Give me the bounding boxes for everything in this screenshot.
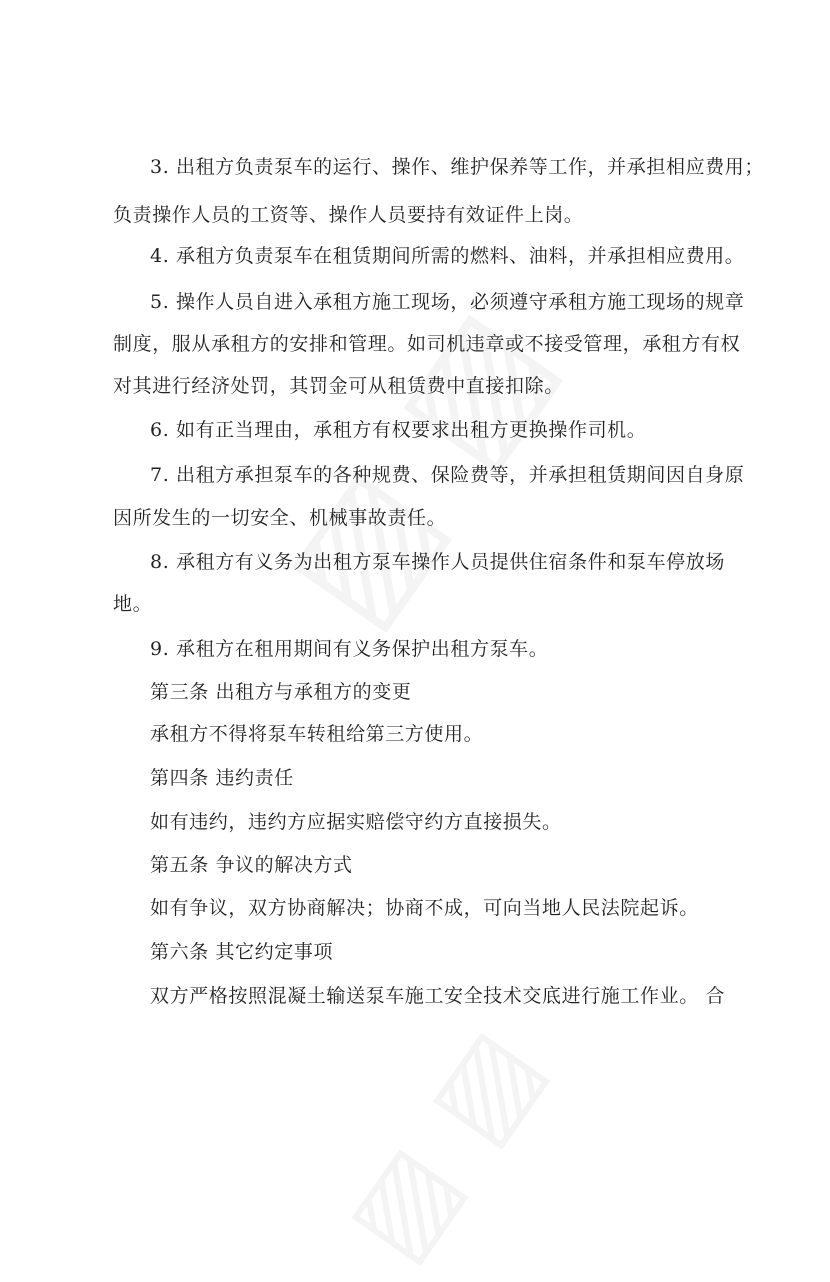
paragraph-line: 承租方不得将泵车转租给第三方使用。 [150,723,484,745]
paragraph-line: 9. 承租方在租用期间有义务保护出租方泵车。 [150,638,549,660]
paragraph-line: 如有争议，双方协商解决；协商不成，可向当地人民法院起诉。 [150,897,699,919]
paragraph-line: 5. 操作人员自进入承租方施工现场，必须遵守承租方施工现场的规章 [150,291,745,313]
section-heading: 第五条 争议的解决方式 [150,854,353,876]
section-heading: 第三条 出租方与承租方的变更 [150,681,412,703]
paragraph-line: 对其进行经济处罚，其罚金可从租赁费中直接扣除。 [113,375,564,397]
paragraph-line: 因所发生的一切安全、机械事故责任。 [113,507,447,529]
paragraph-line: 如有违约，违约方应据实赔偿守约方直接损失。 [150,811,562,833]
paragraph-line: 4. 承租方负责泵车在租赁期间所需的燃料、油料，并承担相应费用。 [150,245,745,267]
paragraph-line: 6. 如有正当理由，承租方有权要求出租方更换操作司机。 [150,419,647,441]
paragraph-line: 制度，服从承租方的安排和管理。如司机违章或不接受管理，承租方有权 [113,333,741,355]
paragraph-line: 7. 出租方承担泵车的各种规费、保险费等，并承担租赁期间因自身原 [150,464,745,486]
section-heading: 第四条 违约责任 [150,767,294,789]
watermark [320,1006,566,1281]
paragraph-line: 负责操作人员的工资等、操作人员要持有效证件上岗。 [113,204,584,226]
paragraph-line: 地。 [113,593,153,615]
paragraph-line: 3. 出租方负责泵车的运行、操作、维护保养等工作，并承担相应费用； [150,156,764,178]
paragraph-line: 双方严格按照混凝土输送泵车施工安全技术交底进行施工作业。 合 [150,985,726,1007]
section-heading: 第六条 其它约定事项 [150,941,334,963]
paragraph-line: 8. 承租方有义务为出租方泵车操作人员提供住宿条件和泵车停放场 [150,551,725,573]
